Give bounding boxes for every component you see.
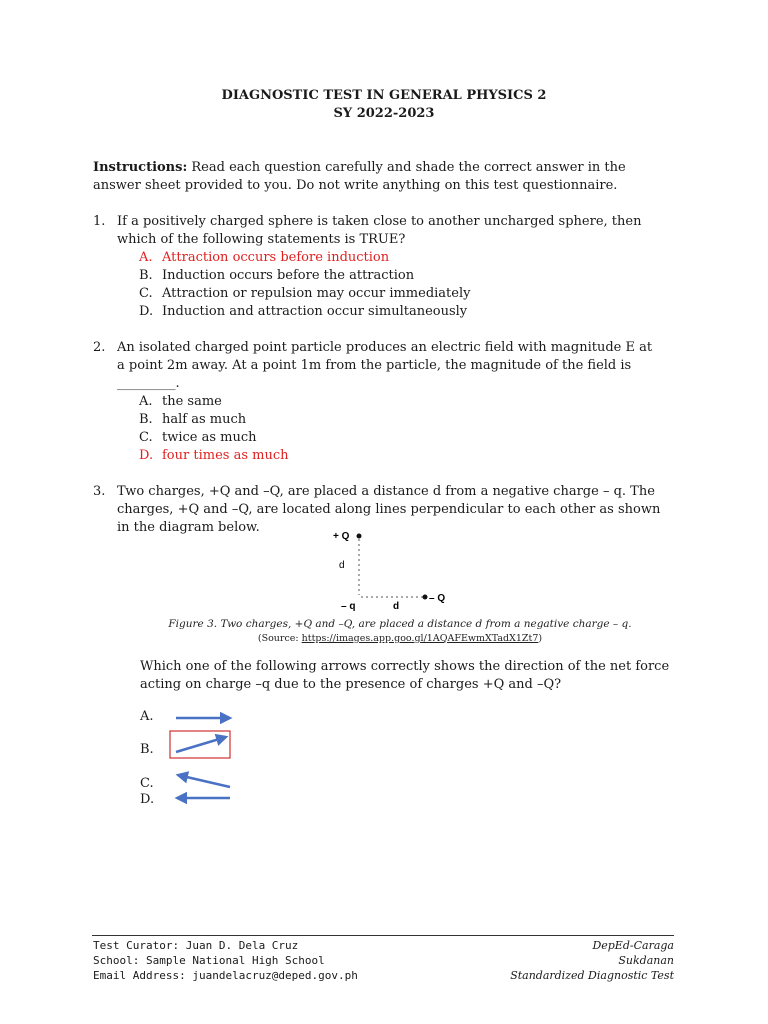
q2-option-a-letter: A. [139,394,153,409]
plus-q-charge [357,534,362,539]
arrow-up-left-icon [178,775,230,787]
q1-option-a: Attraction occurs before induction [162,250,390,265]
label-d-horizontal: d [393,601,400,612]
minus-q-big-charge [423,595,428,600]
instructions-text-2: answer sheet provided to you. Do not write anything on this test questionnaire. [93,178,618,193]
question-3-number: 3. [93,484,106,499]
q2-option-a: the same [162,394,222,409]
question-2-stem-2: a point 2m away. At a point 1m from the particle, the magnitude of the field is [117,358,632,373]
footer-divider [92,935,674,936]
school-year: SY 2022-2023 [333,106,435,121]
footer-email: Email Address: juandelacruz@deped.gov.ph [93,969,358,982]
source-prefix: (Source: [257,633,302,644]
footer-school: School: Sample National High School [93,954,325,967]
q2-option-c-letter: C. [139,430,153,445]
arrow-options-graphic [168,705,248,815]
question-2-number: 2. [93,340,106,355]
q1-option-b-letter: B. [139,268,153,283]
footer-curator: Test Curator: Juan D. Dela Cruz [93,939,299,952]
question-2-stem-1: An isolated charged point particle produces an electric field with magnitude E at [117,340,653,355]
footer-sukdanan: Sukdanan [618,954,674,967]
q3-option-d-letter: D. [140,792,155,807]
question-2-blank: _________. [117,376,180,391]
charge-diagram [325,525,455,615]
q2-option-d-letter: D. [139,448,154,463]
question-1-number: 1. [93,214,106,229]
q1-option-d-letter: D. [139,304,154,319]
sub-question-1: Which one of the following arrows correctly shows the direction of the net force [140,659,670,674]
q2-option-d: four times as much [162,448,289,463]
figure-caption: Figure 3. Two charges, +Q and –Q, are placed a distance d from a negative charge – q. [168,618,632,630]
q1-option-b: Induction occurs before the attraction [162,268,415,283]
footer-test-type: Standardized Diagnostic Test [510,969,674,982]
q2-option-b-letter: B. [139,412,153,427]
q2-option-c: twice as much [162,430,257,445]
q1-option-a-letter: A. [139,250,153,265]
instructions-text-1: Read each question carefully and shade the correct answer in the [187,160,626,175]
label-minus-q-big: – Q [429,593,446,604]
arrow-up-right-icon [176,737,226,752]
q3-option-b-letter: B. [140,742,154,757]
q1-option-c-letter: C. [139,286,153,301]
question-1-stem-1: If a positively charged sphere is taken close to another uncharged sphere, then [117,214,642,229]
q3-option-a-letter: A. [140,709,154,724]
q1-option-d: Induction and attraction occur simultaneously [162,304,468,319]
q2-option-b: half as much [162,412,247,427]
figure-source [90,633,710,644]
footer-region: DepEd-Caraga [592,939,674,952]
question-3-stem-2: charges, +Q and –Q, are located along lines perpendicular to each other as shown [117,502,661,517]
q1-option-c: Attraction or repulsion may occur immediately [162,286,471,301]
test-title: DIAGNOSTIC TEST IN GENERAL PHYSICS 2 [221,88,547,103]
label-d-vertical: d [339,560,345,571]
source-link[interactable]: https://images.app.goo.gl/1AQAFEwmXTadX1Zt7 [301,633,539,644]
instructions-label: Instructions: [93,160,188,175]
label-plus-q: + Q [333,531,350,542]
q3-option-c-letter: C. [140,776,154,791]
label-minus-q-small: – q [341,601,356,612]
sub-question-2: acting on charge –q due to the presence of charges +Q and –Q? [140,677,562,692]
question-3-stem-3: in the diagram below. [117,520,260,535]
source-suffix: ) [538,633,543,644]
question-1-stem-2: which of the following statements is TRUE? [117,232,406,247]
question-3-stem-1: Two charges, +Q and –Q, are placed a distance d from a negative charge – q. The [117,484,655,499]
instructions [93,159,683,177]
